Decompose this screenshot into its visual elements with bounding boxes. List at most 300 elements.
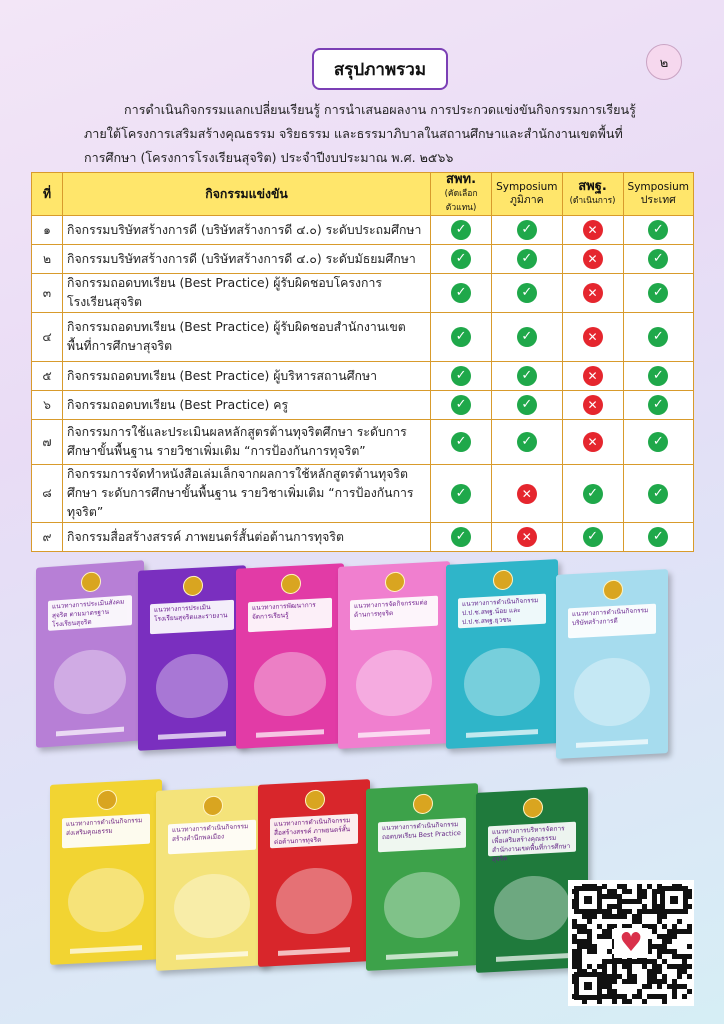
qr-module xyxy=(607,979,612,984)
row-mark-col1 xyxy=(431,274,492,313)
qr-module xyxy=(572,954,577,959)
row-number: ๒ xyxy=(32,245,63,274)
qr-module xyxy=(662,959,667,964)
qr-module xyxy=(682,929,687,934)
cross-circle-icon: ✕ xyxy=(583,220,603,240)
qr-module xyxy=(682,964,687,969)
qr-module xyxy=(617,899,622,904)
qr-module xyxy=(677,984,682,989)
header-col1-sub: (คัดเลือกตัวแทน) xyxy=(444,189,478,213)
qr-module xyxy=(612,914,617,919)
qr-module xyxy=(667,929,672,934)
book-title: แนวทางการดำเนินกิจกรรม บริษัทสร้างการดี xyxy=(568,604,656,639)
qr-module xyxy=(592,914,597,919)
book-title: แนวทางการดำเนินกิจกรรม ส่งเสริมคุณธรรม xyxy=(62,814,150,849)
qr-module xyxy=(612,994,617,999)
heart-logo-icon: ♥ xyxy=(614,928,648,958)
qr-module xyxy=(682,969,687,974)
check-circle-icon: ✓ xyxy=(648,249,668,269)
qr-module xyxy=(637,959,642,964)
row-number: ๖ xyxy=(32,391,63,420)
row-mark-col3 xyxy=(562,216,623,245)
qr-module xyxy=(682,954,687,959)
qr-finder-top-left xyxy=(574,886,602,914)
emblem-icon xyxy=(97,789,117,810)
row-mark-col3 xyxy=(562,362,623,391)
qr-module xyxy=(577,939,582,944)
qr-module xyxy=(597,934,602,939)
emblem-icon xyxy=(413,793,433,814)
qr-module xyxy=(677,919,682,924)
header-col1 xyxy=(431,173,492,216)
check-circle-icon: ✓ xyxy=(648,283,668,303)
qr-module xyxy=(647,974,652,979)
qr-module xyxy=(607,934,612,939)
qr-module xyxy=(652,929,657,934)
qr-module xyxy=(607,994,612,999)
emblem-icon xyxy=(203,795,223,816)
row-mark-col3 xyxy=(562,420,623,465)
row-activity: กิจกรรมถอดบทเรียน (Best Practice) ครู xyxy=(63,391,431,420)
activity-summary-table xyxy=(31,172,694,552)
book-cover xyxy=(50,779,162,965)
table-row xyxy=(32,362,694,391)
row-mark-col3 xyxy=(562,523,623,552)
emblem-icon xyxy=(81,571,101,592)
qr-module xyxy=(592,944,597,949)
qr-module xyxy=(642,904,647,909)
cover-illustration xyxy=(574,656,650,728)
qr-module xyxy=(677,969,682,974)
qr-module xyxy=(627,889,632,894)
row-mark-col2 xyxy=(492,420,562,465)
qr-module xyxy=(657,934,662,939)
table-row xyxy=(32,313,694,362)
qr-module xyxy=(662,949,667,954)
book-title: แนวทางการพัฒนาการจัดการเรียนรู้ xyxy=(248,598,332,632)
qr-module xyxy=(612,989,617,994)
cover-footer xyxy=(466,729,538,738)
qr-module xyxy=(637,884,642,889)
row-activity: กิจกรรมการจัดทำหนังสือเล่มเล็กจากผลการใช้หลักสูตรต้านทุจริตศึกษา ระดับการศึกษาขั้นพื้นฐาน รายวิชาเพิ่มเติม “การป้องกันการทุจริต” xyxy=(63,465,431,523)
qr-module xyxy=(657,994,662,999)
qr-module xyxy=(672,949,677,954)
qr-module xyxy=(667,984,672,989)
qr-module xyxy=(652,899,657,904)
qr-module xyxy=(667,949,672,954)
qr-module xyxy=(617,894,622,899)
qr-module xyxy=(622,914,627,919)
book-title: แนวทางการบริหารจัดการเพื่อเสริมสร้างคุณธรรม สำนักงานเขตพื้นที่การศึกษาสุจริต xyxy=(488,822,576,857)
qr-module xyxy=(607,894,612,899)
cover-footer xyxy=(358,729,430,738)
row-activity: กิจกรรมการใช้และประเมินผลหลักสูตรต้านทุจริตศึกษา ระดับการศึกษาขั้นพื้นฐาน รายวิชาเพิ่มเติม “การป้องกันการทุจริต” xyxy=(63,420,431,465)
check-circle-icon: ✓ xyxy=(648,527,668,547)
qr-module xyxy=(647,884,652,889)
cover-footer xyxy=(386,951,458,960)
qr-module xyxy=(602,969,607,974)
qr-module xyxy=(637,994,642,999)
table-header-row xyxy=(32,173,694,216)
book-title: แนวทางการดำเนินกิจกรรมสื่อสร้างสรรค์ ภาพยนตร์สั้นต่อต้านการทุจริต xyxy=(270,814,358,849)
qr-module xyxy=(642,909,647,914)
qr-module xyxy=(582,914,587,919)
qr-module xyxy=(647,984,652,989)
cross-circle-icon: ✕ xyxy=(583,283,603,303)
book-title: แนวทางการดำเนินกิจกรรม ถอดบทเรียน Best Practice xyxy=(378,818,466,853)
qr-module xyxy=(637,894,642,899)
qr-module xyxy=(642,894,647,899)
qr-module xyxy=(687,974,692,979)
check-circle-icon: ✓ xyxy=(517,327,537,347)
qr-module xyxy=(642,964,647,969)
cross-circle-icon: ✕ xyxy=(583,395,603,415)
qr-module xyxy=(672,994,677,999)
qr-module xyxy=(577,944,582,949)
emblem-icon xyxy=(603,579,623,600)
table-row xyxy=(32,245,694,274)
qr-module xyxy=(682,994,687,999)
page-title: สรุปภาพรวม xyxy=(312,48,448,90)
qr-module xyxy=(647,959,652,964)
book-title: แนวทางการดำเนินกิจกรรม สร้างสำนึกพลเมือง xyxy=(168,820,256,855)
qr-module xyxy=(572,959,577,964)
table-row xyxy=(32,274,694,313)
qr-module xyxy=(602,909,607,914)
qr-module xyxy=(652,904,657,909)
cross-circle-icon: ✕ xyxy=(583,432,603,452)
qr-module xyxy=(607,909,612,914)
check-circle-icon: ✓ xyxy=(451,327,471,347)
qr-module xyxy=(657,954,662,959)
cover-footer xyxy=(56,727,124,737)
qr-module xyxy=(577,964,582,969)
table-row xyxy=(32,216,694,245)
qr-module xyxy=(652,889,657,894)
qr-module xyxy=(602,984,607,989)
cross-circle-icon: ✕ xyxy=(517,484,537,504)
emblem-icon xyxy=(281,573,301,594)
qr-module xyxy=(632,919,637,924)
qr-module xyxy=(607,989,612,994)
qr-module xyxy=(607,904,612,909)
header-col3 xyxy=(562,173,623,216)
qr-module xyxy=(602,994,607,999)
check-circle-icon: ✓ xyxy=(648,220,668,240)
qr-module xyxy=(627,979,632,984)
qr-module xyxy=(687,964,692,969)
qr-module xyxy=(612,999,617,1004)
intro-line-1: การดำเนินกิจกรรมแลกเปลี่ยนเรียนรู้ การนำเสนอผลงาน การประกวดแข่งขันกิจกรรมการเรียนรู้ xyxy=(124,102,636,117)
qr-module xyxy=(602,974,607,979)
row-mark-col4 xyxy=(623,216,693,245)
qr-module xyxy=(637,919,642,924)
qr-module xyxy=(602,979,607,984)
check-circle-icon: ✓ xyxy=(648,395,668,415)
qr-module xyxy=(622,964,627,969)
book-cover xyxy=(556,569,668,759)
qr-module xyxy=(687,944,692,949)
check-circle-icon: ✓ xyxy=(517,432,537,452)
qr-module xyxy=(587,914,592,919)
row-mark-col1 xyxy=(431,362,492,391)
header-col4: Symposium ประเทศ xyxy=(623,173,693,216)
row-mark-col1 xyxy=(431,465,492,523)
qr-module xyxy=(577,924,582,929)
row-mark-col2 xyxy=(492,465,562,523)
qr-module xyxy=(582,939,587,944)
qr-module xyxy=(572,964,577,969)
row-mark-col4 xyxy=(623,465,693,523)
qr-module xyxy=(627,899,632,904)
qr-module xyxy=(687,929,692,934)
qr-module xyxy=(607,959,612,964)
qr-module xyxy=(572,934,577,939)
row-mark-col4 xyxy=(623,362,693,391)
row-mark-col1 xyxy=(431,245,492,274)
qr-module xyxy=(647,969,652,974)
qr-module xyxy=(622,999,627,1004)
cover-footer xyxy=(576,739,648,748)
book-cover xyxy=(36,560,144,748)
row-mark-col1 xyxy=(431,391,492,420)
emblem-icon xyxy=(305,789,325,810)
qr-module xyxy=(657,949,662,954)
header-activity: กิจกรรมแข่งขัน xyxy=(63,173,431,216)
qr-module xyxy=(632,994,637,999)
qr-module xyxy=(662,924,667,929)
qr-module xyxy=(627,974,632,979)
header-no: ที่ xyxy=(32,173,63,216)
intro-line-2: ภายใต้โครงการเสริมสร้างคุณธรรม จริยธรรม และธรรมาภิบาลในสถานศึกษาและสำนักงานเขตพื้นที่ xyxy=(84,126,623,141)
qr-module xyxy=(637,909,642,914)
table-row xyxy=(32,523,694,552)
cover-footer xyxy=(70,945,142,954)
qr-module xyxy=(587,919,592,924)
cover-footer xyxy=(256,729,324,738)
qr-module xyxy=(647,909,652,914)
qr-module xyxy=(577,929,582,934)
qr-module xyxy=(602,929,607,934)
check-circle-icon: ✓ xyxy=(517,395,537,415)
header-col1-label: สพท. xyxy=(446,172,477,187)
book-cover xyxy=(366,783,478,971)
check-circle-icon: ✓ xyxy=(648,432,668,452)
qr-module xyxy=(602,959,607,964)
qr-module xyxy=(602,914,607,919)
qr-module xyxy=(597,964,602,969)
check-circle-icon: ✓ xyxy=(451,432,471,452)
row-mark-col3 xyxy=(562,313,623,362)
qr-module xyxy=(647,979,652,984)
qr-module xyxy=(607,974,612,979)
row-activity: กิจกรรมถอดบทเรียน (Best Practice) ผู้บริหารสถานศึกษา xyxy=(63,362,431,391)
qr-module xyxy=(657,979,662,984)
table-row xyxy=(32,420,694,465)
cover-illustration xyxy=(174,872,250,940)
qr-module xyxy=(672,979,677,984)
qr-module xyxy=(662,914,667,919)
qr-module xyxy=(627,964,632,969)
check-circle-icon: ✓ xyxy=(451,249,471,269)
qr-module xyxy=(662,999,667,1004)
qr-module xyxy=(607,924,612,929)
cover-illustration xyxy=(384,870,460,940)
qr-module xyxy=(612,974,617,979)
qr-module xyxy=(652,909,657,914)
qr-module xyxy=(602,884,607,889)
qr-module xyxy=(657,964,662,969)
row-mark-col2 xyxy=(492,216,562,245)
qr-module xyxy=(637,889,642,894)
qr-module xyxy=(577,959,582,964)
emblem-icon xyxy=(385,571,405,592)
qr-module xyxy=(652,969,657,974)
emblem-icon xyxy=(523,797,543,818)
qr-module xyxy=(662,944,667,949)
intro-paragraph xyxy=(84,98,656,170)
row-number: ๘ xyxy=(32,465,63,523)
check-circle-icon: ✓ xyxy=(451,283,471,303)
qr-module xyxy=(572,939,577,944)
header-col3-sub: (ดำเนินการ) xyxy=(569,196,616,206)
check-circle-icon: ✓ xyxy=(583,527,603,547)
qr-module xyxy=(672,924,677,929)
qr-module xyxy=(677,964,682,969)
qr-module xyxy=(642,889,647,894)
qr-module xyxy=(662,979,667,984)
row-number: ๕ xyxy=(32,362,63,391)
qr-module xyxy=(572,919,577,924)
header-col2: Symposium ภูมิภาค xyxy=(492,173,562,216)
qr-module xyxy=(607,889,612,894)
check-circle-icon: ✓ xyxy=(451,395,471,415)
qr-module xyxy=(662,939,667,944)
table-body xyxy=(32,216,694,552)
qr-module xyxy=(652,894,657,899)
qr-module xyxy=(587,939,592,944)
qr-module xyxy=(617,914,622,919)
qr-module xyxy=(622,994,627,999)
check-circle-icon: ✓ xyxy=(583,484,603,504)
qr-module xyxy=(607,929,612,934)
cover-illustration xyxy=(68,866,144,934)
qr-module xyxy=(612,964,617,969)
table-row xyxy=(32,465,694,523)
qr-module xyxy=(612,889,617,894)
qr-module xyxy=(637,989,642,994)
row-activity: กิจกรรมบริษัทสร้างการดี (บริษัทสร้างการดี ๔.๐) ระดับมัธยมศึกษา xyxy=(63,245,431,274)
table-row xyxy=(32,391,694,420)
qr-module xyxy=(622,884,627,889)
qr-module xyxy=(612,959,617,964)
qr-module xyxy=(602,964,607,969)
row-mark-col1 xyxy=(431,313,492,362)
qr-module xyxy=(687,924,692,929)
cover-illustration xyxy=(356,648,432,718)
qr-module xyxy=(587,929,592,934)
qr-module xyxy=(627,959,632,964)
check-circle-icon: ✓ xyxy=(648,327,668,347)
qr-module xyxy=(652,994,657,999)
row-mark-col4 xyxy=(623,523,693,552)
qr-module xyxy=(622,899,627,904)
qr-module xyxy=(572,924,577,929)
emblem-icon xyxy=(183,575,203,596)
qr-module xyxy=(622,909,627,914)
row-mark-col3 xyxy=(562,245,623,274)
qr-module xyxy=(602,934,607,939)
qr-module xyxy=(672,989,677,994)
check-circle-icon: ✓ xyxy=(451,366,471,386)
row-number: ๑ xyxy=(32,216,63,245)
qr-module xyxy=(622,959,627,964)
book-title: แนวทางการประเมินสังคมสุจริต ตามมาตรฐานโรงเรียนสุจริต xyxy=(48,595,132,631)
qr-module xyxy=(677,974,682,979)
row-number: ๔ xyxy=(32,313,63,362)
qr-module xyxy=(637,899,642,904)
row-mark-col2 xyxy=(492,391,562,420)
qr-module xyxy=(587,964,592,969)
cover-illustration xyxy=(464,646,540,718)
qr-module xyxy=(582,944,587,949)
qr-module xyxy=(657,969,662,974)
row-mark-col2 xyxy=(492,245,562,274)
qr-module xyxy=(632,979,637,984)
row-mark-col4 xyxy=(623,245,693,274)
emblem-icon xyxy=(493,569,513,590)
qr-module xyxy=(657,984,662,989)
qr-module xyxy=(617,909,622,914)
cover-footer xyxy=(158,731,226,740)
cover-illustration xyxy=(276,866,352,936)
row-mark-col2 xyxy=(492,274,562,313)
row-activity: กิจกรรมสื่อสร้างสรรค์ ภาพยนตร์สั้นต่อต้านการทุจริต xyxy=(63,523,431,552)
qr-module xyxy=(657,914,662,919)
qr-code[interactable] xyxy=(568,880,694,1006)
cover-illustration xyxy=(156,652,228,720)
qr-module xyxy=(587,944,592,949)
row-number: ๓ xyxy=(32,274,63,313)
check-circle-icon: ✓ xyxy=(648,366,668,386)
qr-module xyxy=(632,899,637,904)
qr-module xyxy=(652,979,657,984)
qr-module xyxy=(592,949,597,954)
row-mark-col3 xyxy=(562,465,623,523)
intro-line-3: การศึกษา (โครงการโรงเรียนสุจริต) ประจำปีงบประมาณ พ.ศ. ๒๕๖๖ xyxy=(84,150,454,165)
qr-module xyxy=(627,909,632,914)
qr-module xyxy=(587,949,592,954)
qr-module xyxy=(647,994,652,999)
book-title: แนวทางการดำเนินกิจกรรม ป.ป.ช.สพฐ.น้อย และ ป.ป.ช.สพฐ.ยุวชน xyxy=(458,594,546,629)
qr-module xyxy=(627,999,632,1004)
row-mark-col3 xyxy=(562,274,623,313)
row-mark-col4 xyxy=(623,391,693,420)
cross-circle-icon: ✕ xyxy=(583,327,603,347)
qr-module xyxy=(662,994,667,999)
qr-module xyxy=(682,959,687,964)
book-cover xyxy=(236,563,344,749)
qr-module xyxy=(672,929,677,934)
row-mark-col4 xyxy=(623,274,693,313)
qr-module xyxy=(632,914,637,919)
row-activity: กิจกรรมบริษัทสร้างการดี (บริษัทสร้างการดี ๔.๐) ระดับประถมศึกษา xyxy=(63,216,431,245)
qr-module xyxy=(597,924,602,929)
qr-module xyxy=(652,974,657,979)
qr-module xyxy=(652,924,657,929)
qr-module xyxy=(582,929,587,934)
qr-module xyxy=(632,974,637,979)
